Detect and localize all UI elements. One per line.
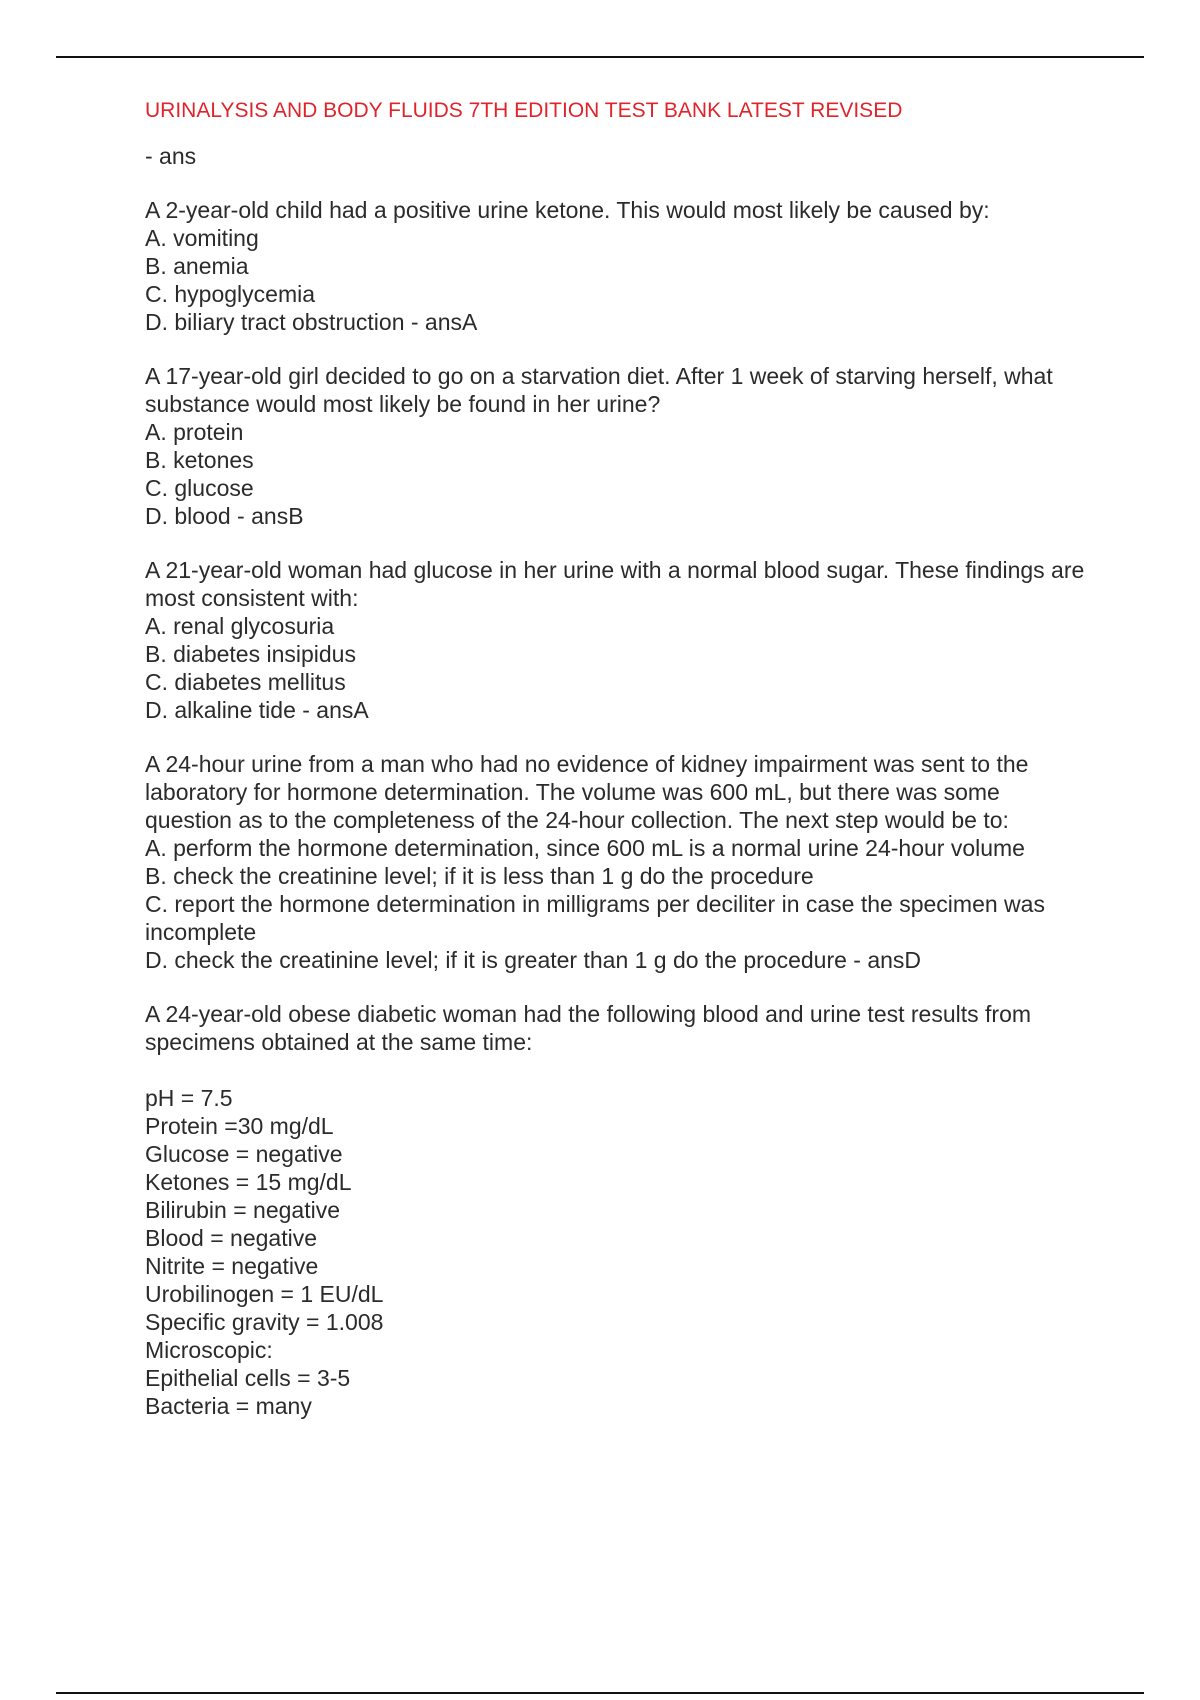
lab-result-protein: Protein =30 mg/dL bbox=[145, 1113, 334, 1139]
intro-answer: - ans bbox=[145, 143, 197, 169]
question-2 bbox=[145, 362, 1085, 530]
lab-result-microscopic-heading: Microscopic: bbox=[145, 1337, 273, 1363]
option-a: A. vomiting bbox=[145, 225, 259, 251]
document-title: URINALYSIS AND BODY FLUIDS 7TH EDITION TEST BANK LATEST REVISED bbox=[145, 99, 903, 122]
option-b: B. diabetes insipidus bbox=[145, 641, 356, 667]
question-stem: A 21-year-old woman had glucose in her urine with a normal blood sugar. These findings are most consistent with: bbox=[145, 557, 1085, 611]
top-rule bbox=[56, 56, 1144, 58]
option-c: C. report the hormone determination in milligrams per deciliter in case the specimen was incomplete bbox=[145, 891, 1045, 945]
lab-result-nitrite: Nitrite = negative bbox=[145, 1253, 319, 1279]
question-3 bbox=[145, 556, 1085, 724]
option-b: B. anemia bbox=[145, 253, 249, 279]
option-a: A. renal glycosuria bbox=[145, 613, 335, 639]
option-b: B. ketones bbox=[145, 447, 254, 473]
question-stem: A 24-year-old obese diabetic woman had the following blood and urine test results from specimens obtained at the same time: bbox=[145, 1001, 1032, 1055]
question-stem: A 24-hour urine from a man who had no evidence of kidney impairment was sent to the laboratory for hormone determination. The volume was 600 mL, but there was some question as to the completeness of the 24-hour collection. The next step would be to: bbox=[145, 751, 1029, 833]
option-b: B. check the creatinine level; if it is less than 1 g do the procedure bbox=[145, 863, 814, 889]
lab-result-ketones: Ketones = 15 mg/dL bbox=[145, 1169, 352, 1195]
lab-result-ph: pH = 7.5 bbox=[145, 1085, 233, 1111]
option-a: A. protein bbox=[145, 419, 244, 445]
option-d: D. alkaline tide - ansA bbox=[145, 697, 369, 723]
option-c: C. diabetes mellitus bbox=[145, 669, 346, 695]
option-a: A. perform the hormone determination, since 600 mL is a normal urine 24-hour volume bbox=[145, 835, 1025, 861]
option-d: D. biliary tract obstruction - ansA bbox=[145, 309, 478, 335]
lab-results-list bbox=[145, 1084, 1085, 1420]
bottom-rule bbox=[56, 1692, 1144, 1694]
question-stem: A 2-year-old child had a positive urine ketone. This would most likely be caused by: bbox=[145, 197, 990, 223]
question-5 bbox=[145, 1000, 1085, 1420]
question-4 bbox=[145, 750, 1085, 974]
question-stem: A 17-year-old girl decided to go on a starvation diet. After 1 week of starving herself, what substance would most likely be found in her urine? bbox=[145, 363, 1053, 417]
lab-result-bilirubin: Bilirubin = negative bbox=[145, 1197, 340, 1223]
option-d: D. blood - ansB bbox=[145, 503, 304, 529]
option-d: D. check the creatinine level; if it is greater than 1 g do the procedure - ansD bbox=[145, 947, 922, 973]
spacer bbox=[145, 1056, 1085, 1084]
question-1 bbox=[145, 196, 1085, 336]
lab-result-glucose: Glucose = negative bbox=[145, 1141, 343, 1167]
option-c: C. glucose bbox=[145, 475, 254, 501]
lab-result-bacteria: Bacteria = many bbox=[145, 1393, 312, 1419]
lab-result-epithelial-cells: Epithelial cells = 3-5 bbox=[145, 1365, 351, 1391]
document-body bbox=[145, 96, 1085, 1446]
lab-result-specific-gravity: Specific gravity = 1.008 bbox=[145, 1309, 384, 1335]
lab-result-urobilinogen: Urobilinogen = 1 EU/dL bbox=[145, 1281, 384, 1307]
lab-result-blood: Blood = negative bbox=[145, 1225, 317, 1251]
option-c: C. hypoglycemia bbox=[145, 281, 316, 307]
